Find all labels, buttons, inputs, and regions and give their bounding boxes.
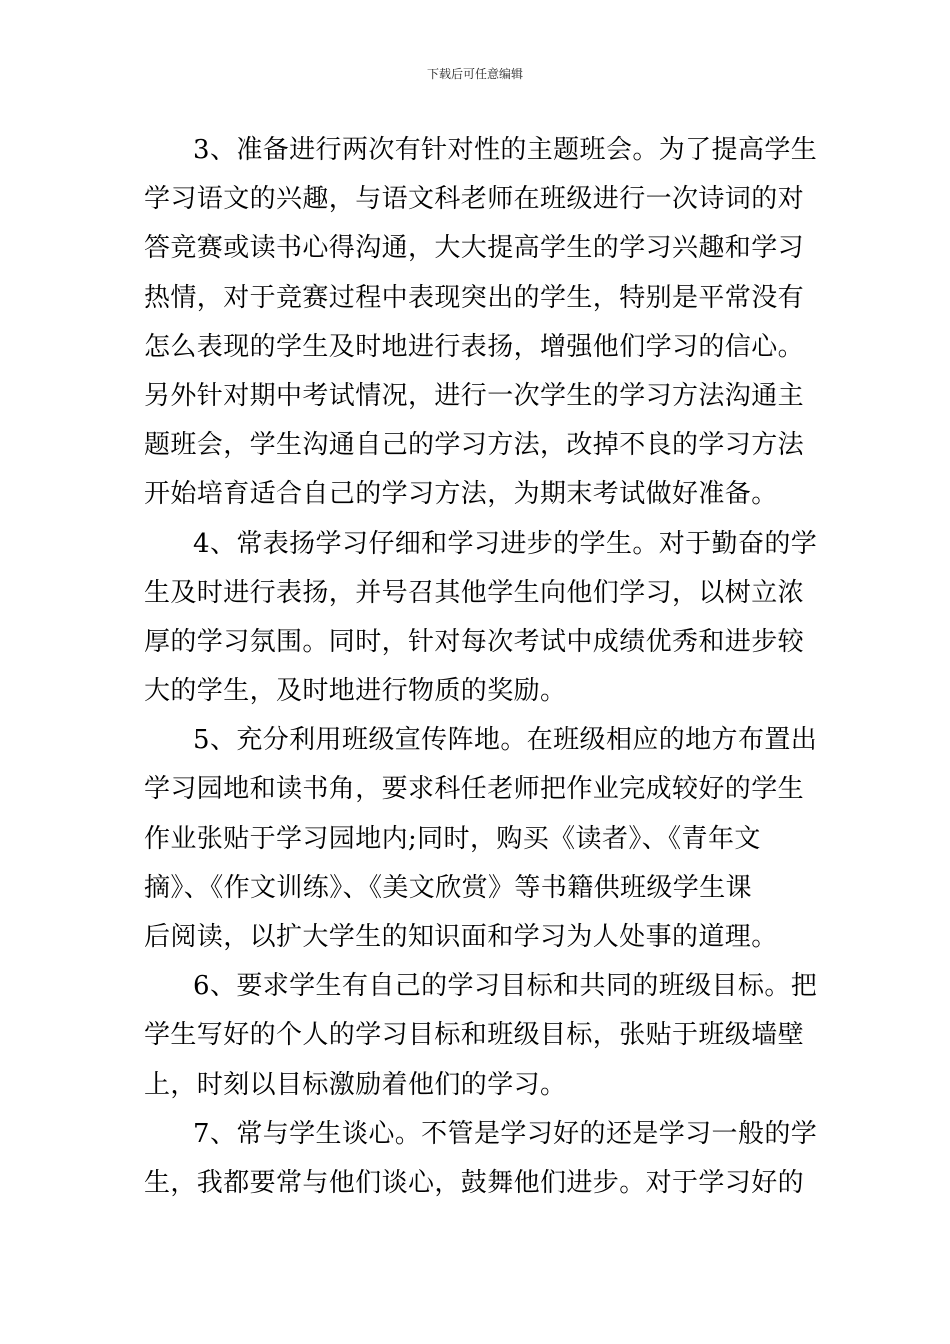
- paragraph-5-line-5: 后阅读，以扩大学生的知识面和学习为人处事的道理。: [144, 922, 778, 952]
- paragraph-5-line-2: 学习园地和读书角，要求科任老师把作业完成较好的学生: [144, 774, 805, 805]
- paragraph-3-line-1: 3、准备进行两次有针对性的主题班会。为了提高学生: [193, 135, 818, 165]
- paragraph-5-line-3: 作业张贴于学习园地内;同时，购买《读者》、《青年文: [144, 823, 761, 854]
- paragraph-6-line-1: 6、要求学生有自己的学习目标和共同的班级目标。把: [193, 971, 818, 1002]
- paragraph-4-line-3: 厚的学习氛围。同时，针对每次考试中成绩优秀和进步较: [144, 626, 805, 657]
- paragraph-4-line-1: 4、常表扬学习仔细和学习进步的学生。对于勤奋的学: [193, 528, 818, 559]
- paragraph-3-line-5: 怎么表现的学生及时地进行表扬，增强他们学习的信心。: [144, 331, 805, 362]
- page-header-note: 下载后可任意编辑: [426, 67, 523, 81]
- paragraph-5-line-1: 5、充分利用班级宣传阵地。在班级相应的地方布置出: [193, 725, 818, 756]
- paragraph-6-line-2: 学生写好的个人的学习目标和班级目标，张贴于班级墙壁: [144, 1020, 805, 1051]
- paragraph-3-line-6: 另外针对期中考试情况，进行一次学生的学习方法沟通主: [144, 380, 805, 411]
- paragraph-7-line-1: 7、常与学生谈心。不管是学习好的还是学习一般的学: [193, 1118, 818, 1149]
- paragraph-3-line-7: 题班会，学生沟通自己的学习方法，改掉不良的学习方法: [144, 430, 805, 461]
- paragraph-4-line-2: 生及时进行表扬，并号召其他学生向他们学习，以树立浓: [144, 577, 805, 608]
- document-body: [144, 130, 818, 1212]
- paragraph-3-line-2: 学习语文的兴趣，与语文科老师在班级进行一次诗词的对: [144, 184, 805, 215]
- paragraph-4-line-4: 大的学生，及时地进行物质的奖励。: [144, 676, 567, 707]
- paragraph-6-line-3: 上，时刻以目标激励着他们的学习。: [144, 1069, 567, 1100]
- paragraph-3-line-8: 开始培育适合自己的学习方法，为期末考试做好准备。: [144, 479, 778, 510]
- paragraph-3-line-4: 热情，对于竞赛过程中表现突出的学生，特别是平常没有: [144, 282, 805, 313]
- paragraph-3-line-3: 答竞赛或读书心得沟通，大大提高学生的学习兴趣和学习: [144, 233, 805, 264]
- paragraph-5-line-4: 摘》、《作文训练》、《美文欣赏》等书籍供班级学生课: [144, 872, 753, 903]
- paragraph-7-line-2: 生，我都要常与他们谈心，鼓舞他们进步。对于学习好的: [144, 1167, 805, 1198]
